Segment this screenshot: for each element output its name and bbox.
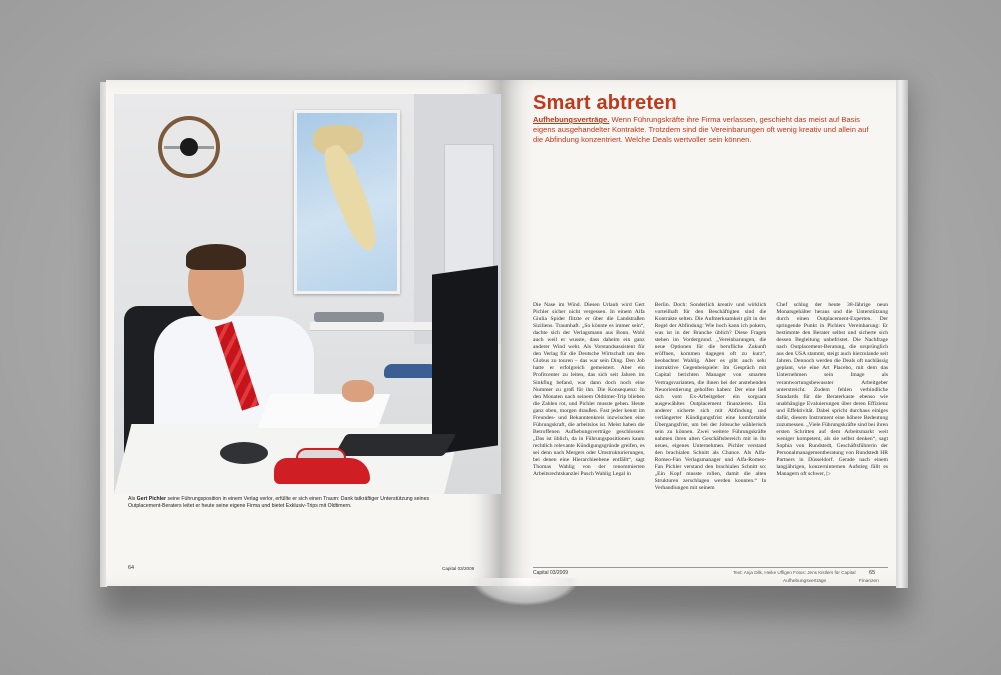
person-hand <box>342 380 374 402</box>
footer-issue: Capital 03/2009 <box>533 570 569 576</box>
photo-caption <box>128 496 458 510</box>
left-page-number: 64 <box>128 565 135 571</box>
monitor <box>432 265 498 454</box>
article-columns <box>533 302 888 572</box>
computer-mouse <box>220 442 268 464</box>
article-column-2: Berlin. Doch: Sonderlich kreativ und wirklich vorteilhaft für den Beschäftigten sind die Kontrakte selten. Die Aufmerksamkeit gilt in der Regel der Abfindung: Wie hoch kann ich pokern, was ist in der Branche üblich? Diese Fragen stehen im Vordergrund. „Vereinbarungen, die neue Optionen für die berufliche Zukunft eröffnen, kommen dagegen oft zu kurz“, beobachtet Wahlig. Aber es gibt auch sehr instruktive Gegenbeispiele: Im Gespräch mit Capital berichten Manager von smarten Vertragsvarianten, die ihnen bei der anstehenden Neuorientierung geholfen haben: Der eine ließ sich vom Ex-Arbeitgeber ein sorgsam ausgewähltes Outplacement finanzieren. Ein anderer sicherte sich mit Abfindung und verlängerter Kündigungsfrist eine komfortable Übergangsfrist, um bei der Jobsuche wählerisch sein zu können. Zwei weitere Führungskräfte nahmen ihren alten Geschäftsbereich mit in ihr neues, eigenes Unternehmen. Pichler verstand den brachialen Schnitt als Chance. Als Alfa-Romeo-Fan Verlagsmanager und Alfa-Romeo-Fan Pichler verstand den brachialen Schnitt so: „Ein Kopf musste rollen, damit die alten Strukturen zerschlagen werden konnten.“ In Verhandlungen mit seinem <box>654 302 767 492</box>
article-column-3: Chef schlug der heute 38-Jährige neun Monatsgehälter heraus und die Unterstützung durch einen Outplacement-Experten. Der springende Punkt in Pichlers Vereinbarung: Er bestimmte den Berater selbst und sicherte sich dessen Begleitung unbefristet. Die Nachfrage nach Outplacement-Beratung, die ursprünglich aus den USA stammt, steigt auch hierzulande seit Jahren. Dennoch werden die Deals oft nachlässig geplant, wie eine Art Placebo, mit dem das Unternehmen sein Image als verantwortungsbewusster Arbeitgeber unterstreicht. Zudem fehlen verbindliche Standards für die Beraterkaste ebenso wie unabhängige Evaluierungen über deren Effizienz und Effektivität. Dabei spricht durchaus einiges dafür, diesem Instrument eine höhere Bedeutung zuzumessen. „Viele Führungskräfte sind bei ihren ersten Schritten auf dem Arbeitsmarkt weit weniger kompetent, als sie selbst denken“, sagt Sophia von Rundstedt, Geschäftsführerin der Personalmanagementberatung von Rundstedt HR Partners in Düsseldorf. Gerade nach einem langjährigen, konzerninternen Aufstieg fällt es Managern oft schwer, ▷ <box>776 302 889 478</box>
right-page-number: 65 <box>869 570 876 576</box>
right-page <box>501 80 897 586</box>
portrait-photo <box>114 94 501 494</box>
caption-pre: Als <box>128 496 137 502</box>
red-model-car <box>274 458 370 484</box>
deck-kicker: Aufhebungsverträge. <box>533 115 610 124</box>
article-column-1: Die Nase im Wind. Diesen Urlaub wird Gert Pichler sicher nicht vergessen. In einem Alfa Giulia Spider flitzte er über die Landstraßen Siziliens. Traumhaft. „So könnte es immer sein“, dachte sich der Verlagsmann aus Bonn. Wohl auch weil er wusste, dass daheim ein ganz anderer Wind weht. Als Vorstandsassistent für den Verlag für die Deutsche Wirtschaft um den Globus zu touren – das war sein Ding. Den Job hatte er erfolgreich gemeistert. Aber ein Profitcenter zu leiten, das sich seit Jahren im Sinkflug befand, war dann doch noch eine Nummer zu groß für ihn. Die Konsequenz: In den Monaten nach seinem Oldtimer-Trip blieben die Zahlen rot, und Pichler musste gehen. Heute ganz oben, morgen draußen. Fast jeder kennt im Freundes- und Bekanntenkreis inzwischen eine Führungskraft, die arbeitslos ist. Meist haben die Betroffenen Aufhebungsverträge geschlossen: „Das ist üblich, da in Führungspositionen kaum rechtlich relevante Kündigungsgründe greifen, es sei denn nach Mergers oder Umstrukturierungen, bei denen eine Hierarchieebene entfällt“, sagt Thomas Wahlig von der renommierten Arbeitsrechtskanzlei Pusch Wahlig Legal in <box>533 302 645 478</box>
left-page <box>106 80 501 586</box>
page-curl <box>470 578 580 606</box>
footer-credit: Text: Anja Dilk, Heike Uffigen Fotos: Jens Kistlers für Capital <box>733 570 856 575</box>
running-head-department: Finanzen <box>859 579 879 584</box>
article-deck <box>533 115 873 146</box>
caption-text: seine Führungsposition in einem Verlag verlor, erfüllte er sich einen Traum: Dank tatkräftiger Unterstützung seines Outplacement-Beraters leitet er heute seine eigene Firma und bietet Exklusiv-Trips mit Oldtimern. <box>128 496 430 509</box>
person-hair <box>186 244 246 270</box>
model-cars <box>314 312 384 322</box>
footer-rule <box>533 567 888 568</box>
article-headline: Smart abtreten <box>533 92 677 114</box>
map-italy <box>317 142 384 254</box>
left-issue: Capital 03/2009 <box>442 566 475 571</box>
steering-wheel-hub <box>180 138 198 156</box>
deck-text: Wenn Führungskräfte ihre Firma verlassen, geschieht das meist auf Basis eigens ausgehandelter Kontrakte. Trotzdem sind die Vereinbarungen oft wenig kreativ und allein auf die Abfindung konzentriert. Welche Deals wertvoller sein können. <box>533 115 869 145</box>
keyboard <box>334 434 457 456</box>
italy-map <box>294 110 400 294</box>
running-head-section: Aufhebungsverträge <box>783 579 827 584</box>
right-page-stack <box>896 80 908 588</box>
caption-name: Gert Pichler <box>136 496 167 502</box>
